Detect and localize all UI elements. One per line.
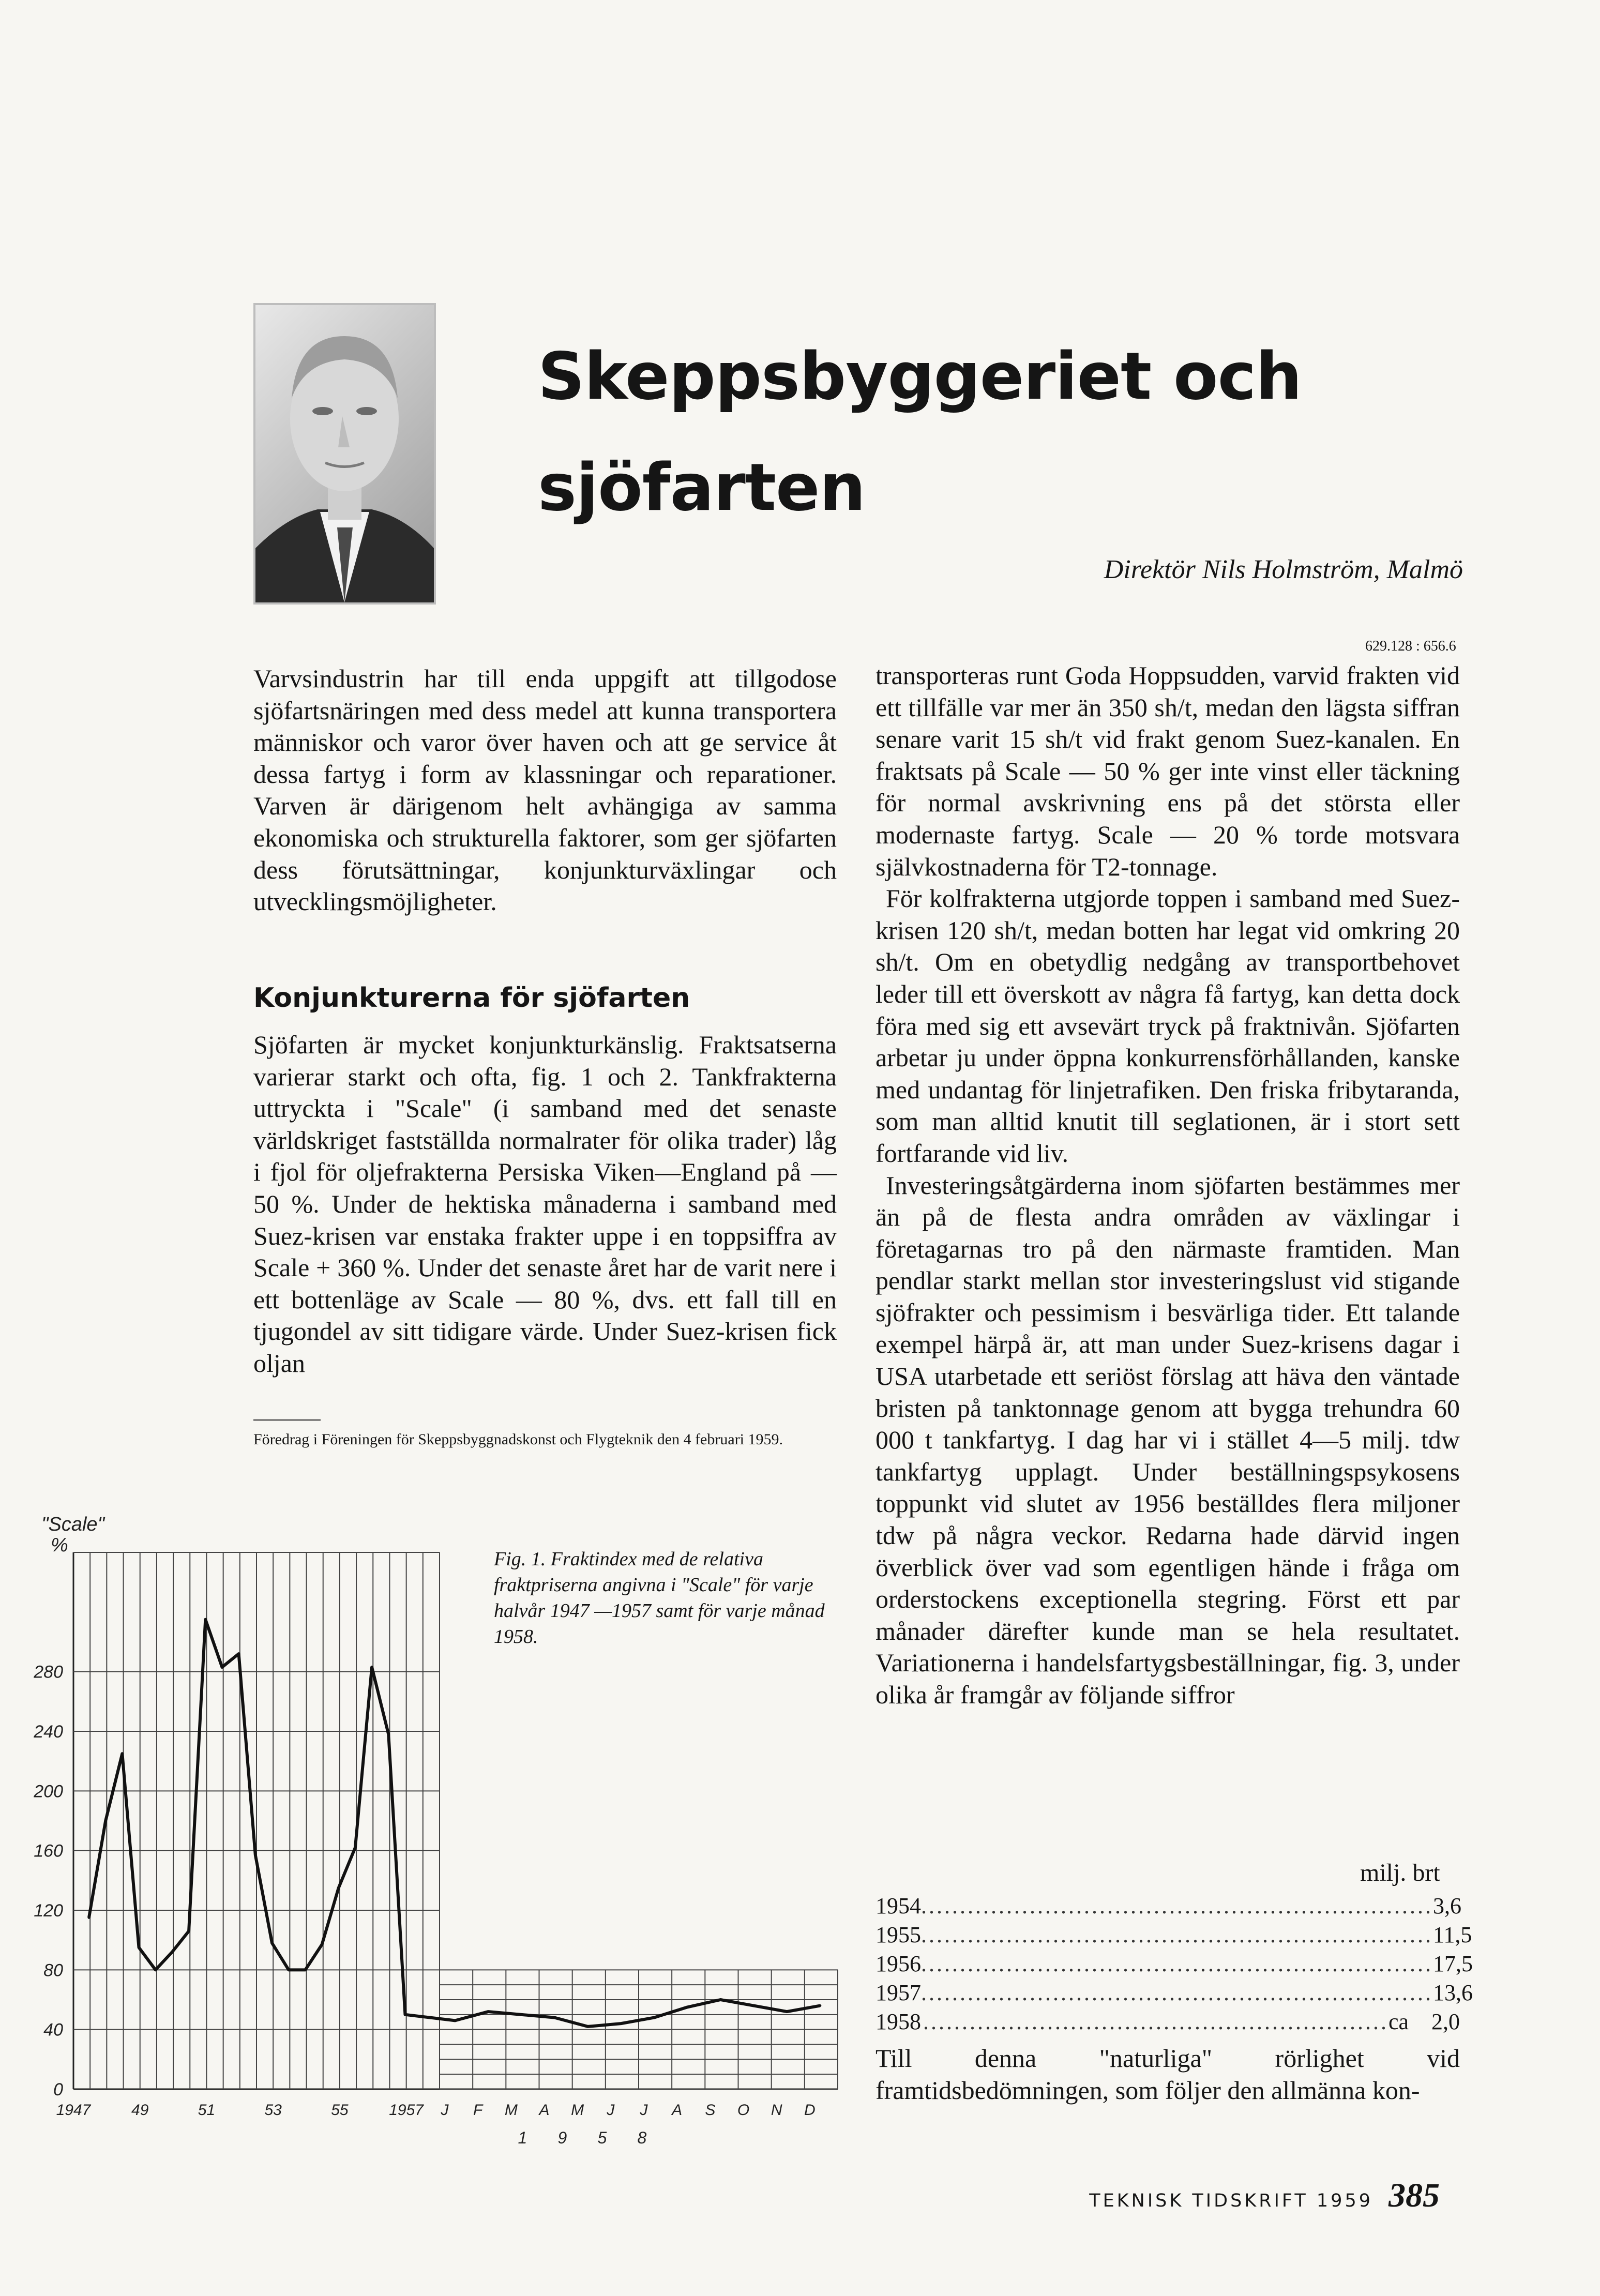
table-row [876, 1893, 1460, 1919]
chart-series-line [89, 1620, 820, 2027]
page-footer [1089, 2176, 1440, 2215]
table-dots: .................................................................. [921, 1951, 1433, 1976]
footnote-rule [253, 1419, 321, 1421]
table-year: 1955 [876, 1922, 921, 1947]
table-dots: .................................................................. [921, 1980, 1433, 2005]
right-paragraph-1: transporteras runt Goda Hoppsudden, varvid frakten vid ett tillfälle var mer än 350 sh/t, medan den lägsta siffran senare varit 15 sh/t vid frakt genom Suez-kanalen. En fraktsats på Scale — 50 % ger inte vinst eller täckning för normal avskrivning ens på det största eller modernaste fartyg. Scale — 20 % torde motsvara självkostnaderna för T2-tonnage. [876, 661, 1460, 881]
chart-data-point [288, 1969, 290, 1971]
chart-data-point [171, 1951, 173, 1953]
chart-data-point [138, 1946, 140, 1949]
classification-code: 629.128 : 656.6 [1365, 638, 1456, 654]
chart-data-point [487, 2011, 490, 2013]
chart-x-tick-label: 51 [198, 2102, 216, 2119]
section-paragraph: Sjöfarten är mycket konjunkturkänslig. Fraktsatserna varierar starkt och ofta, fig. 1 och 2. Tankfrakterna uttryckta i "Scale" (i samband med det senaste världskriget fastställda normalrater för olika trader) låg i fjol för oljefrakterna Persiska Viken—England på — 50 %. Under de hektiska månaderna i samband med Suez-krisen var enstaka frakter uppe i en toppsiffra av Scale + 360 %. Under det senaste året har de varit nere i ett bottenläge av Scale — 80 %, dvs. ett fall till en tjugondel av sitt tidigare värde. Under Suez-krisen fick oljan [253, 1030, 837, 1378]
chart-y-tick-label: 0 [53, 2080, 63, 2099]
chart-y-axis-unit: % [51, 1534, 68, 1556]
chart-y-tick-label: 160 [34, 1841, 63, 1861]
table-row [876, 1951, 1473, 1977]
right-paragraph-3: Investeringsåtgärderna inom sjöfarten bestämmes mer än på de flesta andra områden av växlingar i företagarnas tro på den närmaste framtiden. Man pendlar starkt mellan stor investeringslust vid stigande sjöfrakter och pessimism i besvärliga tider. Ett talande exempel härpå är, att man under Suez-krisens dagar i USA utarbetade ett seriöst förslag att häva den väntade bristen på tanktonnage genom att bygga trehundra 60 000 t tankfartyg. I dag har vi i stället 4—5 milj. tdw tankfartyg upplagt. Under beställningspsykosens toppunkt vid slutet av 1956 beställdes flera miljoner tdw på några veckor. Redarna hade därvid ingen överblick över vad som egentligen hände i fråga om orderstockens exceptionella stegring. Först ett par månader därefter kunde man se hela resultatet. Variationerna i handelsfartygsbeställningar, fig. 3, under olika år framgår av följande siffror [876, 1170, 1460, 1709]
journal-name: TEKNISK TIDSKRIFT 1959 [1089, 2191, 1373, 2211]
footnote: Föredrag i Föreningen för Skeppsbyggnadskonst och Flygteknik den 4 februari 1959. [253, 1431, 783, 1448]
right-column [876, 660, 1460, 1711]
chart-data-point [653, 2016, 656, 2019]
chart-x-year-1958: 8 [637, 2128, 647, 2147]
table-qualifier: ca [1388, 2009, 1409, 2034]
chart-data-point [321, 1943, 323, 1946]
chart-x-year-1958: 1 [518, 2128, 527, 2147]
article-title-line2: sjöfarten [538, 449, 866, 525]
table-year: 1956 [876, 1951, 921, 1976]
chart-x-month-label: S [705, 2102, 716, 2119]
chart-x-month-label: M [504, 2102, 518, 2119]
chart-x-month-label: J [640, 2102, 648, 2119]
portrait-photo [255, 305, 434, 602]
closing-paragraph: Till denna "naturliga" rörlighet vid framtidsbedömningen, som följer den allmänna kon- [876, 2044, 1460, 2105]
chart-y-tick-label: 280 [34, 1662, 63, 1682]
table-value: 17,5 [1433, 1951, 1473, 1976]
chart-data-point [586, 2025, 589, 2028]
chart-data-point [371, 1666, 373, 1669]
chart-x-month-label: O [737, 2102, 750, 2119]
chart-data-point [88, 1916, 90, 1919]
article-title-line1: Skeppsbyggeriet och [538, 338, 1302, 414]
page-number: 385 [1388, 2177, 1440, 2214]
article-title [538, 321, 1520, 543]
chart-x-month-label: A [672, 2102, 683, 2119]
chart-data-point [686, 2006, 689, 2008]
chart-data-point [454, 2019, 457, 2022]
chart-y-tick-label: 120 [34, 1901, 63, 1921]
chart-data-point [553, 2016, 556, 2019]
section-heading: Konjunkturerna för sjöfarten [253, 983, 690, 1014]
chart-y-axis-label: "Scale" [41, 1514, 105, 1535]
freight-index-chart [31, 1515, 858, 2208]
table-dots: .................................................................. [921, 1922, 1433, 1947]
chart-data-point [520, 2013, 523, 2016]
chart-data-point [354, 1846, 356, 1849]
chart-data-point [387, 1733, 390, 1735]
table-year: 1957 [876, 1980, 921, 2005]
chart-y-tick-label: 240 [34, 1722, 63, 1742]
chart-x-month-label: M [571, 2102, 584, 2119]
table-row [876, 1922, 1472, 1948]
table-value: 2,0 [1431, 2009, 1460, 2034]
table-year: 1954 [876, 1893, 921, 1919]
chart-data-point [719, 1999, 722, 2001]
chart-x-tick-label: 55 [331, 2102, 349, 2119]
table-value: 11,5 [1433, 1922, 1472, 1947]
intro-paragraph: Varvsindustrin har till enda uppgift att tillgodose sjöfartsnäringen med dess medel att kunna transportera människor och varor över haven och att ge service åt dessa fartyg i form av klassningar och reparationer. Varven är därigenom helt avhängiga av samma ekonomiska och strukturella faktorer, som ger sjöfarten dess förutsättningar, konjunkturväxlingar och utvecklingsmöjligheter. [253, 664, 837, 916]
chart-x-month-label: D [804, 2102, 816, 2119]
chart-x-year-1958: 5 [597, 2128, 607, 2147]
chart-data-point [254, 1854, 256, 1856]
table-year: 1958 [876, 2009, 921, 2034]
chart-data-point [188, 1930, 190, 1932]
chart-data-point [237, 1653, 240, 1655]
chart-x-month-label: N [771, 2102, 782, 2119]
chart-data-point [121, 1753, 124, 1755]
chart-x-tick-label: 1957 [389, 2102, 424, 2119]
chart-x-month-label: A [539, 2102, 550, 2119]
author-portrait [253, 303, 436, 605]
chart-data-point [221, 1666, 223, 1669]
chart-x-year-1958: 9 [557, 2128, 567, 2147]
chart-data-point [819, 2004, 821, 2007]
chart-data-point [104, 1820, 107, 1822]
chart-data-point [786, 2011, 788, 2013]
table-row [876, 1980, 1473, 2006]
chart-x-month-label: J [607, 2102, 615, 2119]
chart-data-point [154, 1969, 157, 1971]
chart-x-month-label: J [441, 2102, 449, 2119]
author-byline: Direktör Nils Holmström, Malmö [1104, 555, 1463, 584]
chart-x-tick-label: 53 [264, 2102, 282, 2119]
chart-y-tick-label: 200 [34, 1781, 63, 1802]
table-value: 13,6 [1433, 1980, 1473, 2005]
chart-x-tick-label: 1947 [56, 2102, 91, 2119]
chart-data-point [204, 1618, 207, 1621]
chart-data-point [271, 1942, 274, 1944]
table-row [876, 2008, 1460, 2035]
chart-y-tick-label: 40 [43, 2020, 63, 2040]
chart-data-point [752, 2004, 755, 2007]
chart-data-point [337, 1886, 340, 1889]
chart-x-month-label: F [473, 2102, 483, 2119]
chart-data-point [620, 2022, 622, 2025]
table-dots: ............................................................ [923, 2009, 1388, 2034]
table-dots: .................................................................. [921, 1893, 1433, 1919]
chart-x-tick-label: 49 [131, 2102, 149, 2119]
orders-table-unit: milj. brt [1360, 1859, 1440, 1886]
figure-caption: Fig. 1. Fraktindex med de relativa fraktpriserna angivna i "Scale" för varje halvår 1947 —1957 samt för varje månad 1958. [494, 1548, 825, 1648]
right-paragraph-2: För kolfrakterna utgjorde toppen i samband med Suez-krisen 120 sh/t, medan botten har legat vid omkring 20 sh/t. Om en obetydlig nedgång av transportbehovet leder till ett överskott av några få fartyg, kan detta dock föra med sig ett avsevärt tryck på fraktnivån. Sjöfarten arbetar ju under öppna konkurrensförhållanden, kanske med undantag för linjetrafiken. Den friska fribytaranda, som man alltid knutit till seglationen, är i stort sett fortfarande vid liv. [876, 884, 1460, 1168]
chart-y-tick-label: 80 [43, 1960, 63, 1981]
chart-data-point [404, 2013, 406, 2016]
chart-data-point [304, 1969, 307, 1971]
table-value: 3,6 [1433, 1893, 1461, 1919]
